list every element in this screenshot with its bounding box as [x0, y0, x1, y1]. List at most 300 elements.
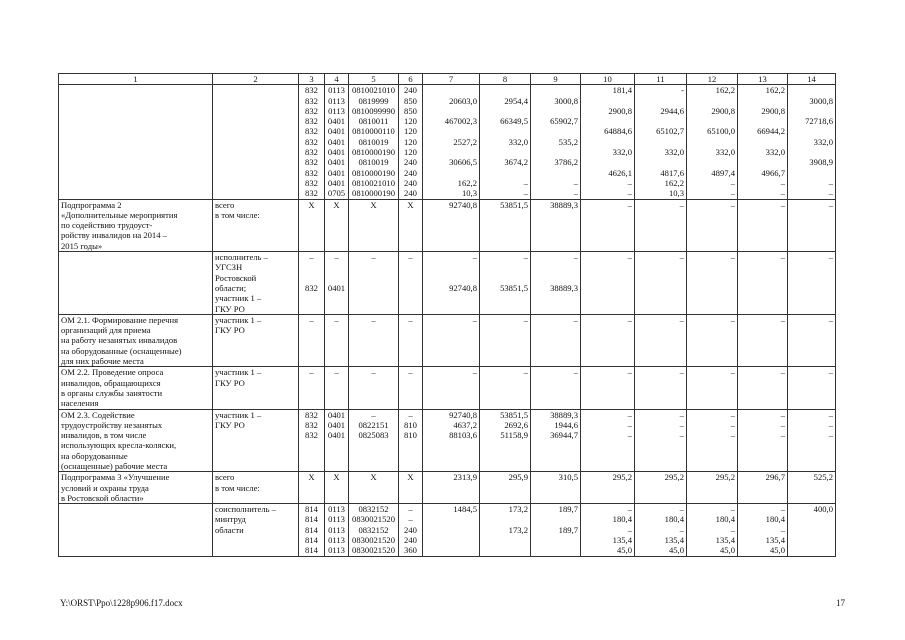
cell-line: ОМ 2.1. Формирование перечня [61, 314, 179, 325]
table-cell-col-6 [399, 409, 423, 472]
cell-line: – [573, 188, 578, 199]
cell-line: 295,2 [715, 472, 735, 483]
cell-line: 45,0 [668, 545, 684, 556]
cell-line: в Ростовской области» [61, 492, 144, 503]
table-cell-col-8 [480, 314, 531, 366]
cell-line [533, 514, 578, 524]
table-cell-col-6 [399, 252, 423, 315]
table-cell-col-2 [213, 252, 299, 315]
cell-line: – [309, 367, 314, 378]
cell-line: – [730, 188, 735, 199]
cell-line: 0830021520 [352, 535, 395, 546]
cell-line: 65902,7 [550, 116, 578, 127]
table-cell-col-1 [59, 504, 213, 556]
cell-line: – [730, 409, 735, 420]
cell-line: 189,7 [558, 524, 578, 535]
cell-line [740, 96, 785, 106]
cell-line [790, 168, 833, 178]
column-number-3: 3 [299, 74, 325, 85]
cell-line [425, 514, 477, 524]
cell-line [637, 96, 684, 106]
cell-line: 0401 [327, 157, 346, 168]
cell-line: – [627, 367, 632, 378]
table-cell-col-10 [581, 252, 635, 315]
cell-line [637, 116, 684, 126]
cell-line: – [523, 188, 528, 199]
cell-line: 832 [305, 85, 318, 96]
cell-line: ГКУ РО [215, 419, 245, 430]
cell-line [482, 147, 528, 157]
cell-line: 92740,8 [449, 282, 477, 293]
cell-line: 2900,8 [608, 105, 632, 116]
cell-line: – [523, 314, 528, 325]
table-cell-col-3 [299, 504, 325, 556]
table-cell-col-10 [581, 314, 635, 366]
cell-line: 814 [305, 504, 318, 515]
cell-line: – [573, 314, 578, 325]
cell-line: 0810011 [358, 116, 389, 127]
cell-line [425, 126, 477, 136]
cell-line: на работу незанятых инвалидов [61, 335, 178, 346]
table-cell-col-1 [59, 85, 213, 199]
cell-line: 850 [404, 105, 417, 116]
column-number-7: 7 [423, 74, 480, 85]
table-cell-col-8 [480, 367, 531, 409]
column-number-8: 8 [480, 74, 531, 85]
cell-line: – [627, 504, 632, 515]
cell-line: Х [370, 199, 377, 210]
cell-line [533, 168, 578, 178]
table-cell-col-11 [635, 367, 687, 409]
cell-line: в органы службы занятости [61, 387, 163, 398]
cell-line: – [627, 199, 632, 210]
cell-line: 2900,8 [711, 105, 735, 116]
cell-line [790, 525, 833, 535]
cell-line [327, 262, 346, 272]
table-cell-col-1 [59, 409, 213, 472]
table-cell-col-14 [788, 252, 836, 315]
cell-line: 0401 [327, 419, 346, 430]
cell-line [790, 126, 833, 136]
cell-line: 0832152 [358, 504, 389, 515]
cell-line: 45,0 [719, 545, 735, 556]
table-cell-col-2 [213, 199, 299, 251]
cell-line: 36944,7 [550, 430, 578, 441]
table-cell-col-2 [213, 409, 299, 472]
cell-line: 360 [404, 545, 417, 556]
cell-line: 135,4 [612, 535, 632, 546]
cell-line: участник 1 – [215, 293, 262, 304]
cell-line: 53851,5 [500, 199, 528, 210]
table-row [59, 314, 836, 366]
table-cell-col-5 [349, 409, 399, 472]
cell-line: – [334, 367, 339, 378]
cell-line: 535,2 [558, 136, 578, 147]
cell-line: 88103,6 [449, 430, 477, 441]
cell-line: участник 1 – [215, 409, 262, 420]
budget-table [58, 73, 836, 557]
cell-line: Подпрограмма 2 [61, 199, 122, 210]
cell-line: на оборудованные [61, 450, 128, 461]
table-cell-col-6 [399, 367, 423, 409]
cell-line: 72718,6 [805, 116, 833, 127]
cell-line: инвалидов, обращающихся [61, 377, 161, 388]
cell-line: 832 [305, 136, 318, 147]
table-cell-col-7 [423, 472, 480, 504]
cell-line: – [309, 314, 314, 325]
cell-line [425, 168, 477, 178]
cell-line: 45,0 [616, 545, 632, 556]
cell-line: – [679, 252, 684, 263]
cell-line: минтруд [215, 514, 246, 525]
cell-line: 4817,6 [660, 167, 684, 178]
cell-line [583, 116, 632, 126]
cell-line: 135,4 [664, 535, 684, 546]
cell-line: 10,3 [461, 188, 477, 199]
cell-line: – [371, 252, 376, 263]
cell-line [533, 273, 578, 283]
cell-line: – [573, 177, 578, 188]
cell-line [425, 545, 477, 555]
table-cell-col-6 [399, 504, 423, 556]
cell-line: – [371, 314, 376, 325]
table-cell-col-11 [635, 252, 687, 315]
cell-line: 832 [305, 167, 318, 178]
cell-line: – [828, 419, 833, 430]
cell-line: – [828, 199, 833, 210]
cell-line [790, 147, 833, 157]
column-number-13: 13 [738, 74, 788, 85]
cell-line: 850 [404, 95, 417, 106]
cell-line [637, 157, 684, 167]
table-cell-col-2 [213, 85, 299, 199]
cell-line: 0825083 [358, 430, 389, 441]
cell-line: 0810000190 [352, 188, 395, 199]
cell-line: (оснащенные) рабочие места [61, 460, 168, 471]
cell-line: 45,0 [769, 545, 785, 556]
cell-line: – [627, 188, 632, 199]
cell-line [533, 262, 578, 272]
cell-line: ГКУ РО [215, 377, 245, 388]
table-cell-col-10 [581, 504, 635, 556]
table-cell-col-7 [423, 85, 480, 199]
cell-line [689, 157, 735, 167]
column-number-14: 14 [788, 74, 836, 85]
cell-line [740, 137, 785, 147]
cell-line: области [215, 524, 244, 535]
table-cell-col-3 [299, 472, 325, 504]
cell-line: 173,2 [508, 504, 528, 515]
cell-line: – [408, 252, 413, 263]
table-cell-col-10 [581, 409, 635, 472]
cell-line [61, 504, 210, 514]
table-cell-col-2 [213, 314, 299, 366]
cell-line: 4637,2 [453, 419, 477, 430]
cell-line [790, 106, 833, 116]
cell-line: – [523, 177, 528, 188]
cell-line: 135,4 [715, 535, 735, 546]
cell-line: 2900,8 [761, 105, 785, 116]
cell-line: 0113 [328, 85, 345, 96]
table-cell-col-14 [788, 85, 836, 199]
cell-line: – [730, 252, 735, 263]
cell-line: 0401 [327, 282, 346, 293]
table-cell-col-12 [687, 367, 738, 409]
cell-line: Х [407, 199, 414, 210]
cell-line: – [780, 252, 785, 263]
cell-line: 10,3 [668, 188, 684, 199]
cell-line: 0401 [327, 136, 346, 147]
table-cell-col-1 [59, 314, 213, 366]
cell-line: 832 [305, 188, 318, 199]
cell-line: 162,2 [457, 177, 477, 188]
table-cell-col-7 [423, 504, 480, 556]
cell-line: организаций для приема [61, 325, 151, 336]
cell-line: 0113 [328, 524, 345, 535]
cell-line: – [679, 419, 684, 430]
cell-line: – [780, 314, 785, 325]
cell-line: 296,7 [765, 472, 785, 483]
cell-line: для них рабочие места [61, 356, 144, 367]
cell-line: – [730, 177, 735, 188]
table-cell-col-11 [635, 504, 687, 556]
cell-line: - [681, 85, 684, 96]
cell-line [637, 137, 684, 147]
cell-line: 240 [404, 535, 417, 546]
table-cell-col-11 [635, 409, 687, 472]
cell-line: 120 [404, 116, 417, 127]
cell-line [533, 106, 578, 116]
table-cell-col-6 [399, 472, 423, 504]
cell-line [301, 273, 322, 283]
cell-line [425, 535, 477, 545]
cell-line: ройству инвалидов на 2014 – [61, 230, 167, 241]
table-cell-col-7 [423, 367, 480, 409]
cell-line [689, 96, 735, 106]
table-cell-col-8 [480, 409, 531, 472]
cell-line: 180,4 [612, 514, 632, 525]
cell-line: – [627, 419, 632, 430]
cell-line [482, 106, 528, 116]
cell-line: 240 [404, 524, 417, 535]
cell-line: – [627, 252, 632, 263]
table-cell-col-4 [325, 472, 349, 504]
table-cell-col-1 [59, 252, 213, 315]
cell-line: Х [407, 472, 414, 483]
table-cell-col-7 [423, 314, 480, 366]
cell-line: – [334, 252, 339, 263]
cell-line: 0401 [327, 147, 346, 158]
cell-line: – [408, 367, 413, 378]
cell-line: 332,0 [813, 136, 833, 147]
table-cell-col-6 [399, 85, 423, 199]
cell-line: 0810000190 [352, 147, 395, 158]
table-cell-col-2 [213, 367, 299, 409]
cell-line: 0810021010 [352, 177, 395, 188]
cell-line: – [371, 409, 376, 420]
table-cell-col-13 [738, 504, 788, 556]
table-cell-col-7 [423, 252, 480, 315]
cell-line: 295,2 [612, 472, 632, 483]
cell-line: – [573, 367, 578, 378]
cell-line: – [408, 409, 413, 420]
cell-line: 332,0 [715, 147, 735, 158]
cell-line: 4897,4 [711, 167, 735, 178]
cell-line: 0830021520 [352, 514, 395, 525]
cell-line [215, 85, 296, 95]
table-cell-col-13 [738, 199, 788, 251]
table-cell-col-11 [635, 472, 687, 504]
cell-line: 0819999 [358, 95, 389, 106]
cell-line: 181,4 [612, 85, 632, 96]
cell-line: 3908,9 [809, 157, 833, 168]
cell-line: – [828, 177, 833, 188]
cell-line: 0810019 [358, 136, 389, 147]
column-number-2: 2 [213, 74, 299, 85]
table-cell-col-12 [687, 199, 738, 251]
cell-line: 0401 [327, 409, 346, 420]
table-cell-col-4 [325, 367, 349, 409]
cell-line: 240 [404, 157, 417, 168]
cell-line: 2527,2 [453, 136, 477, 147]
cell-line: 832 [305, 105, 318, 116]
cell-line: 0113 [328, 514, 345, 525]
cell-line: 0401 [327, 126, 346, 137]
cell-line: 53851,5 [500, 282, 528, 293]
cell-line: 332,0 [612, 147, 632, 158]
cell-line: – [780, 367, 785, 378]
cell-line [61, 85, 210, 95]
cell-line [740, 116, 785, 126]
table-cell-col-9 [531, 504, 581, 556]
table-cell-col-4 [325, 314, 349, 366]
cell-line: – [408, 514, 413, 525]
table-cell-col-11 [635, 85, 687, 199]
cell-line: 832 [305, 147, 318, 158]
cell-line: 3000,8 [554, 95, 578, 106]
cell-line: 65100,0 [707, 126, 735, 137]
cell-line [482, 126, 528, 136]
table-cell-col-2 [213, 472, 299, 504]
cell-line: – [730, 524, 735, 535]
cell-line: – [828, 430, 833, 441]
cell-line: – [408, 314, 413, 325]
cell-line: 400,0 [813, 504, 833, 515]
cell-line: ГКУ РО [215, 303, 245, 314]
cell-line: – [828, 367, 833, 378]
table-cell-col-9 [531, 409, 581, 472]
cell-line: 832 [305, 430, 318, 441]
cell-line: – [679, 524, 684, 535]
cell-line: 0832152 [358, 524, 389, 535]
cell-line: – [780, 177, 785, 188]
cell-line: 832 [305, 409, 318, 420]
cell-line [425, 106, 477, 116]
table-cell-col-3 [299, 252, 325, 315]
cell-line: 467002,3 [444, 116, 477, 127]
table-row [59, 252, 836, 315]
cell-line: – [573, 252, 578, 263]
page-number: 17 [836, 598, 845, 608]
cell-line: Х [370, 472, 377, 483]
cell-line: – [679, 430, 684, 441]
table-cell-col-5 [349, 252, 399, 315]
cell-line [301, 262, 322, 272]
cell-line [425, 525, 477, 535]
cell-line [583, 96, 632, 106]
cell-line: 0810099990 [352, 105, 395, 116]
cell-line: – [627, 409, 632, 420]
cell-line: 832 [305, 177, 318, 188]
table-cell-col-3 [299, 199, 325, 251]
cell-line: 832 [305, 116, 318, 127]
cell-line: 832 [305, 126, 318, 137]
cell-line: 832 [305, 419, 318, 430]
cell-line: 180,4 [664, 514, 684, 525]
cell-line: 2944,6 [660, 105, 684, 116]
cell-line: 92740,8 [449, 409, 477, 420]
cell-line: 51158,9 [500, 430, 528, 441]
table-cell-col-4 [325, 252, 349, 315]
table-cell-col-12 [687, 252, 738, 315]
cell-line: – [472, 314, 477, 325]
cell-line [533, 126, 578, 136]
cell-line: участник 1 – [215, 367, 262, 378]
table-cell-col-13 [738, 367, 788, 409]
cell-line [689, 116, 735, 126]
cell-line: 0401 [327, 430, 346, 441]
cell-line: 0810000190 [352, 167, 395, 178]
table-cell-col-13 [738, 252, 788, 315]
cell-line: 120 [404, 126, 417, 137]
table-cell-col-12 [687, 85, 738, 199]
cell-line: 2015 годы» [61, 240, 103, 251]
column-number-10: 10 [581, 74, 635, 85]
cell-line: 832 [305, 157, 318, 168]
cell-line [327, 273, 346, 283]
cell-line: – [679, 409, 684, 420]
cell-line: 0113 [328, 105, 345, 116]
cell-line [533, 147, 578, 157]
table-row [59, 409, 836, 472]
table-cell-col-11 [635, 314, 687, 366]
cell-line: – [679, 367, 684, 378]
table-cell-col-8 [480, 199, 531, 251]
cell-line: 240 [404, 167, 417, 178]
table-cell-col-12 [687, 314, 738, 366]
cell-line: – [334, 314, 339, 325]
cell-line: 3674,2 [504, 157, 528, 168]
cell-line [482, 262, 528, 272]
cell-line: использующих кресла-коляски, [61, 440, 177, 451]
column-number-4: 4 [325, 74, 349, 85]
table-cell-col-10 [581, 472, 635, 504]
cell-line: 180,4 [765, 514, 785, 525]
cell-line: 832 [305, 282, 318, 293]
cell-line: – [627, 177, 632, 188]
cell-line: 0113 [328, 545, 345, 556]
table-cell-col-11 [635, 199, 687, 251]
cell-line: 0810021010 [352, 85, 395, 96]
table-cell-col-1 [59, 367, 213, 409]
cell-line: – [730, 430, 735, 441]
cell-line: области; [215, 282, 247, 293]
cell-line: 240 [404, 85, 417, 96]
cell-line: всего [215, 199, 235, 210]
cell-line: 2692,6 [504, 419, 528, 430]
cell-line [533, 535, 578, 545]
table-cell-col-5 [349, 367, 399, 409]
